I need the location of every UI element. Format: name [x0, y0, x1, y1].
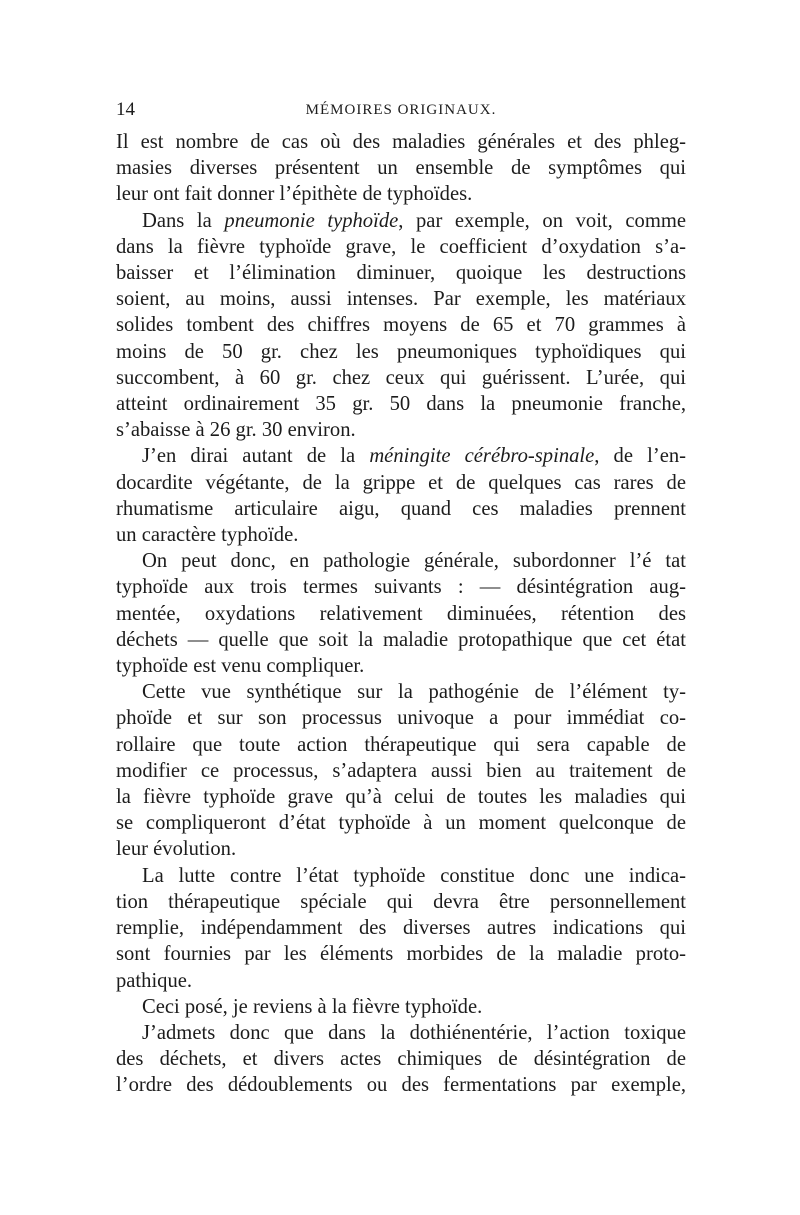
text-line: On peut donc, en pathologie générale, subordonner l’é tat [142, 550, 686, 573]
text-line: pathique. [116, 969, 193, 992]
line-text: , de l’en- [594, 445, 686, 468]
line-text: Dans la [142, 209, 225, 232]
text-line: rhumatisme articulaire aigu, quand ces maladies prennent [116, 497, 686, 520]
body-text [116, 129, 686, 1099]
text-line: succombent, à 60 gr. chez ceux qui guérissent. L’urée, qui [116, 366, 686, 389]
text-line: docardite végétante, de la grippe et de quelques cas rares de [116, 471, 686, 494]
running-head [116, 96, 686, 124]
text-line: se compliqueront d’état typhoïde à un moment quelconque de [116, 812, 686, 835]
text-line: des déchets, et divers actes chimiques de désintégration de [116, 1048, 686, 1071]
text-line: atteint ordinairement 35 gr. 50 dans la pneumonie franche, [116, 393, 686, 416]
text-line: moins de 50 gr. chez les pneumoniques typhoïdiques qui [116, 340, 686, 363]
text-line: soient, au moins, aussi intenses. Par exemple, les matériaux [116, 288, 686, 311]
line-text: , par exemple, on voit, comme [398, 209, 687, 232]
italic-term: méningite cérébro-spinale [369, 445, 595, 468]
text-line: remplie, indépendamment des diverses autres indications qui [116, 917, 686, 940]
text-line: s’abaisse à 26 gr. 30 environ. [116, 419, 356, 442]
text-line: baisser et l’élimination diminuer, quoique les destructions [116, 262, 686, 285]
text-line: dans la fièvre typhoïde grave, le coefficient d’oxydation s’a- [116, 235, 686, 258]
text-line: typhoïde est venu compliquer. [116, 655, 365, 678]
text-line: la fièvre typhoïde grave qu’à celui de toutes les maladies qui [116, 786, 686, 809]
text-line: Ceci posé, je reviens à la fièvre typhoïde. [142, 995, 483, 1018]
text-line: mentée, oxydations relativement diminuées, rétention des [116, 602, 686, 625]
text-line [116, 208, 686, 234]
text-line: déchets — quelle que soit la maladie protopathique que cet état [116, 628, 686, 651]
text-line: La lutte contre l’état typhoïde constitue donc une indica- [142, 864, 686, 887]
text-line: leur ont fait donner l’épithète de typhoïdes. [116, 183, 473, 206]
page-number: 14 [116, 99, 135, 120]
text-line [116, 443, 686, 469]
text-line: l’ordre des dédoublements ou des fermentations par exemple, [116, 1074, 686, 1097]
italic-term: pneumonie typhoïde [224, 209, 399, 232]
text-line: un caractère typhoïde. [116, 524, 299, 547]
text-line: rollaire que toute action thérapeutique qui sera capable de [116, 733, 686, 756]
text-line: solides tombent des chiffres moyens de 65 et 70 grammes à [116, 314, 686, 337]
text-line: masies diverses présentent un ensemble de symptômes qui [116, 157, 686, 180]
text-line: tion thérapeutique spéciale qui devra être personnellement [116, 890, 686, 913]
line-text: J’en dirai autant de la [142, 445, 370, 468]
text-line: Il est nombre de cas où des maladies générales et des phleg- [116, 131, 686, 153]
text-line: Cette vue synthétique sur la pathogénie de l’élément ty- [142, 681, 686, 704]
running-title: MÉMOIRES ORIGINAUX. [305, 102, 497, 118]
text-line: leur évolution. [116, 838, 237, 861]
book-page [116, 96, 686, 1099]
text-line: phoïde et sur son processus univoque a pour immédiat co- [116, 707, 686, 730]
text-line: typhoïde aux trois termes suivants : — désintégration aug- [116, 576, 686, 599]
text-line: modifier ce processus, s’adaptera aussi bien au traitement de [116, 759, 686, 782]
text-line: J’admets donc que dans la dothiénentérie, l’action toxique [142, 1021, 686, 1044]
text-line: sont fournies par les éléments morbides de la maladie proto- [116, 943, 686, 966]
